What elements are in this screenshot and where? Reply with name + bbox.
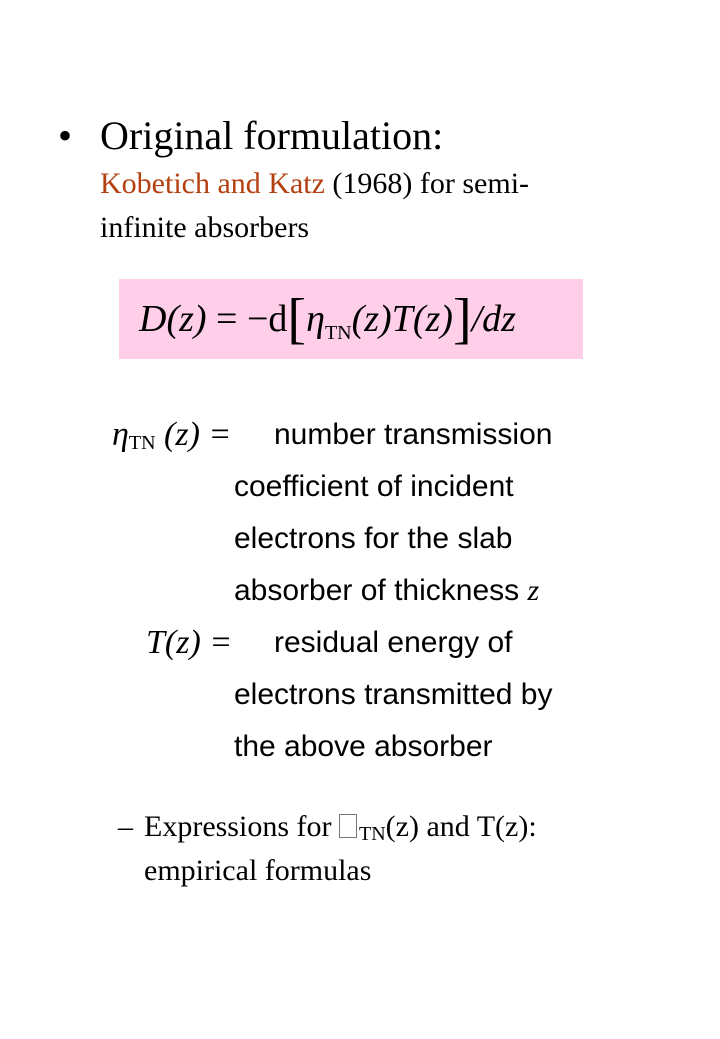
def-eta-line-1: number transmission <box>274 418 553 451</box>
missing-glyph-icon <box>339 814 357 838</box>
def-eta-line-4: absorber of thickness z <box>234 574 540 607</box>
dose-equation <box>139 287 516 365</box>
equation-box <box>119 279 583 359</box>
def-t-line-2: electrons transmitted by <box>234 678 553 711</box>
sub-bullet-line-1: Expressions for TN(z) and T(z): <box>144 810 537 845</box>
sub-bullet-dash: – <box>118 810 133 843</box>
citation-line-2: infinite absorbers <box>100 211 310 244</box>
def-eta-symbol: ηTN (z) = <box>112 416 232 454</box>
eq-eta-sub: TN <box>324 322 352 344</box>
eq-lhs: D(z) <box>139 298 207 340</box>
sub-bullet-line-2: empirical formulas <box>144 854 372 887</box>
eq-arg: (z)T(z) <box>351 298 453 340</box>
def-t-symbol: T(z) = <box>146 624 233 661</box>
eq-close-bracket: ] <box>452 288 472 350</box>
citation-year-text: (1968) for semi- <box>324 167 530 200</box>
def-thickness-var: z <box>527 574 540 607</box>
def-eta-line-3: electrons for the slab <box>234 522 513 555</box>
eq-open-bracket: [ <box>287 288 307 350</box>
def-t-line-3: the above absorber <box>234 730 493 763</box>
bullet-dot: • <box>58 113 73 158</box>
citation-paragraph <box>100 162 700 250</box>
eq-eta: η <box>306 298 325 340</box>
eq-equals: = −d <box>206 298 288 340</box>
def-t-line-1: residual energy of <box>274 626 513 659</box>
def-eta-line-2: coefficient of incident <box>234 470 514 503</box>
heading-text: Original formulation: <box>100 113 444 158</box>
eq-rhs: /dz <box>471 298 516 340</box>
citation-authors: Kobetich and Katz <box>100 167 325 200</box>
citation-line-1 <box>100 162 700 206</box>
